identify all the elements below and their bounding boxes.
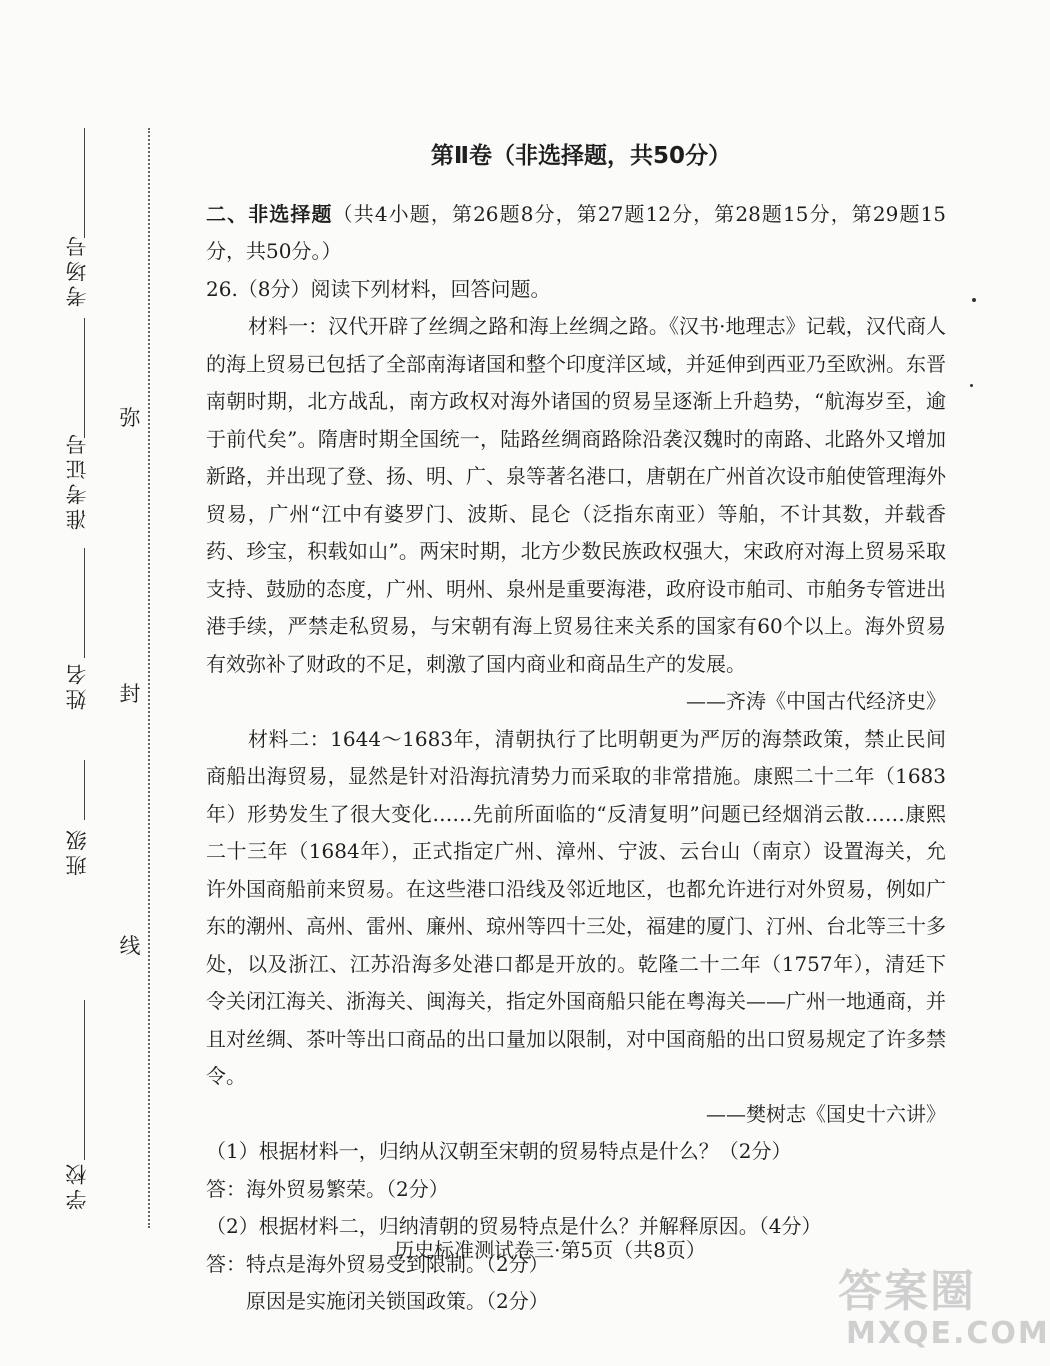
watermark-cn: 答案圈 (838, 1266, 976, 1317)
seal-char-2: 封 (119, 682, 141, 706)
answer-2a: 答：特点是海外贸易受到限制。（2分） (206, 1251, 549, 1276)
sub-question-2: （2）根据材料二，归纳清朝的贸易特点是什么？并解释原因。（4分） (206, 1214, 822, 1238)
underline-class (84, 760, 85, 820)
question-26-header: 26.（8分）阅读下列材料，回答问题。 (206, 276, 551, 301)
watermark-en: MXQE.COM (846, 1316, 1050, 1351)
speck-mark (970, 384, 973, 387)
watermark-logo (838, 1266, 1050, 1366)
part-heading-desc: （共4小题，第26题8分，第27题12分，第28题15分，第29题15分，共50分。） (206, 201, 947, 263)
section-title: 第Ⅱ卷（非选择题，共50分） (430, 143, 732, 169)
binding-margin (0, 0, 160, 1366)
label-school: 学校 (65, 1160, 89, 1210)
sub-question-1: （1）根据材料一，归纳从汉朝至宋朝的贸易特点是什么？（2分） (206, 1139, 792, 1163)
answer-2b: 原因是实施闭关锁国政策。（2分） (246, 1289, 549, 1313)
label-name: 姓名 (65, 660, 89, 710)
answer-1: 答：海外贸易繁荣。（2分） (206, 1176, 449, 1201)
seal-dotted-line (148, 128, 150, 1228)
page-footer: 历史标准测试卷三·第5页（共8页） (394, 1238, 706, 1262)
part-heading-label: 二、非选择题 (206, 201, 333, 226)
seal-char-1: 弥 (119, 406, 141, 430)
material-1: 材料一：汉代开辟了丝绸之路和海上丝绸之路。《汉书·地理志》记载，汉代商人的海上贸易已包括了全部南海诸国和整个印度洋区域，并延伸到西亚乃至欧洲。东晋南朝时期，北方战乱，南方政权对海外诸国的贸易呈逐渐上升趋势，“航海岁至，逾于前代矣”。隋唐时期全国统一，陆路丝绸商路除沿袭汉魏时的南路、北路外又增加新路，并出现了登、扬、明、广、泉等著名港口，唐朝在广州首次设市舶使管理海外贸易，广州“江中有婆罗门、波斯、昆仑（泛指东南亚）等舶，不计其数，并载香药、珍宝，积载如山”。两宋时期，北方少数民族政权强大，宋政府对海上贸易采取支持、鼓励的态度，广州、明州、泉州是重要海港，政府设市舶司、市舶务专管进出港手续，严禁走私贸易，与宋朝有海上贸易往来关系的国家有60个以上。海外贸易有效弥补了财政的不足，刺激了国内商业和商品生产的发展。 (206, 314, 946, 676)
material-2: 材料二：1644～1683年，清朝执行了比明朝更为严厉的海禁政策，禁止民间商船出海贸易，显然是针对沿海抗清势力而采取的非常措施。康熙二十二年（1683年）形势发生了很大变化……先前所面临的“反清复明”问题已经烟消云散……康熙二十三年（1684年），正式指定广州、漳州、宁波、云台山（南京）设置海关，允许外国商船前来贸易。在这些港口沿线及邻近地区，也都允许进行对外贸易，例如广东的潮州、高州、雷州、廉州、琼州等四十三处，福建的厦门、汀州、台北等三十多处，以及浙江、江苏沿海多处港口都是开放的。乾隆二十二年（1757年），清廷下令关闭江海关、浙海关、闽海关，指定外国商船只能在粤海关——广州一地通商，并且对丝绸、茶叶等出口商品的出口量加以限制，对中国商船的出口贸易规定了许多禁令。 (206, 726, 946, 1088)
exam-content (206, 138, 946, 1321)
label-exam-room: 考场号 (65, 232, 89, 307)
speck-mark (972, 298, 976, 302)
label-class: 班级 (65, 826, 89, 876)
underline-school (84, 1000, 85, 1160)
underline-ticket-number (84, 318, 85, 438)
underline-name (84, 548, 85, 658)
label-ticket-number: 准考证号 (65, 430, 89, 530)
underline-exam-room (84, 128, 85, 238)
source-2: ——樊树志《国史十六讲》 (706, 1101, 946, 1126)
seal-char-3: 线 (119, 934, 141, 958)
source-1: ——齐涛《中国古代经济史》 (686, 689, 946, 713)
part-heading (206, 196, 946, 271)
